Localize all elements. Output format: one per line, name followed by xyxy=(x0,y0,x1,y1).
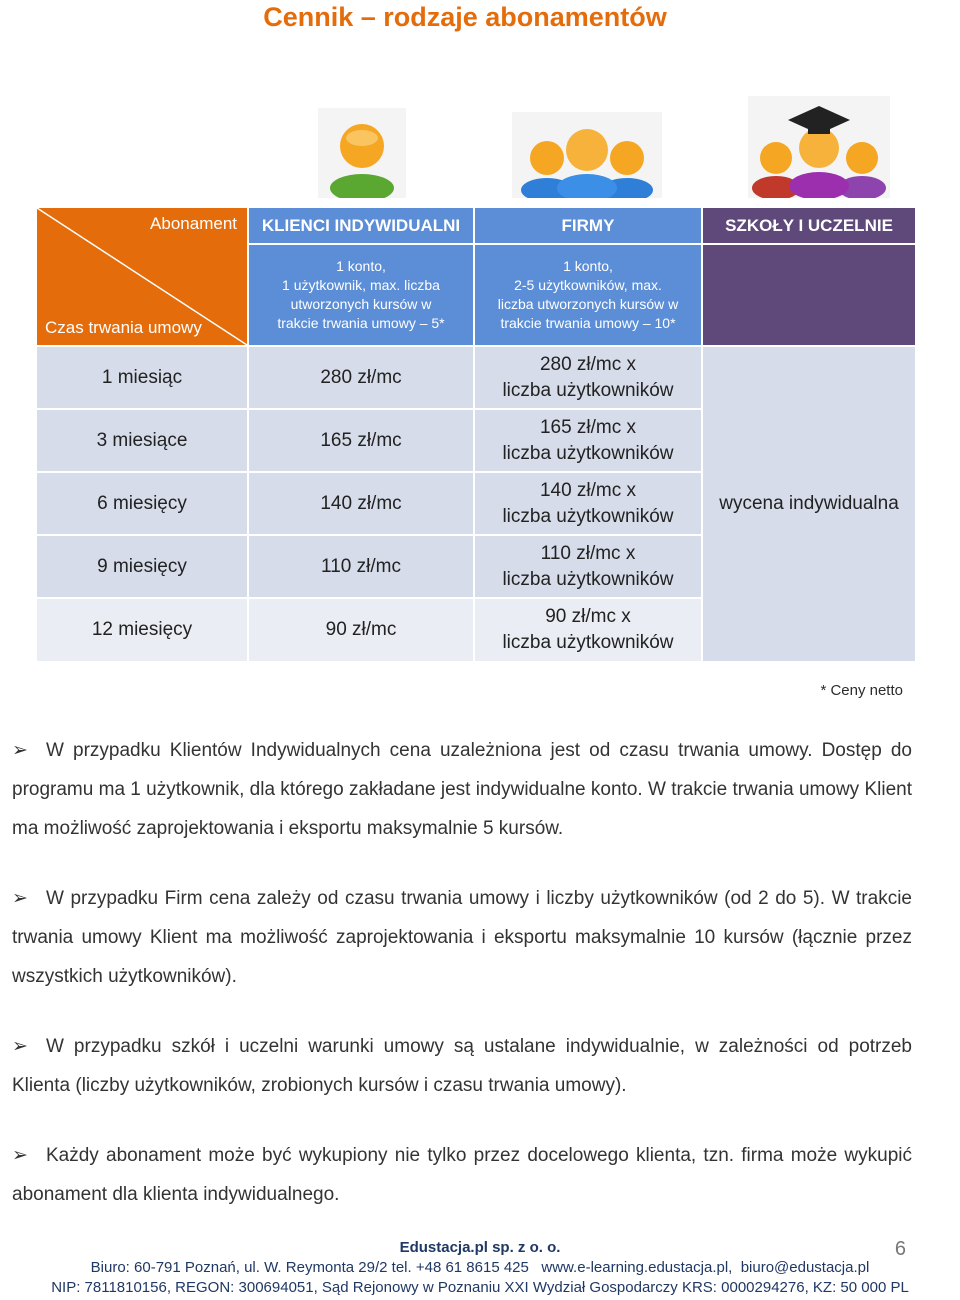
price-firmy: 280 zł/mc x liczba użytkowników xyxy=(475,347,701,408)
footer-address: Biuro: 60-791 Poznań, ul. W. Reymonta 29/2 tel. +48 61 8615 425 xyxy=(90,1259,529,1276)
person-green-icon xyxy=(318,108,406,198)
footer-legal: NIP: 7811810156, REGON: 300694051, Sąd Rejonowy w Poznaniu XXI Wydział Gospodarczy KRS: 0000294276, KZ: 50 000 PL xyxy=(51,1279,909,1296)
arrow-bullet-icon: ➢ xyxy=(12,740,28,761)
corner-top-label: Abonament xyxy=(150,214,237,233)
footer-address-line: Biuro: 60-791 Poznań, ul. W. Reymonta 29/2 tel. +48 61 8615 425 www.e-learning.edustacja.pl, biuro@edustacja.pl xyxy=(90,1259,870,1276)
footer-email-link[interactable]: biuro@edustacja.pl xyxy=(740,1259,870,1276)
graduates-purple-icon xyxy=(748,96,890,198)
price-indywidualni: 280 zł/mc xyxy=(249,347,473,408)
header-indywidualni: KLIENCI INDYWIDUALNI xyxy=(249,208,473,243)
sub-indywidualni: 1 konto, 1 użytkownik, max. liczba utworzonych kursów w trakcie trwania umowy – 5* xyxy=(249,245,473,345)
page-title: Cennik – rodzaje abonamentów xyxy=(263,2,667,32)
corner-bottom-label: Czas trwania umowy xyxy=(45,318,202,337)
price-firmy: 110 zł/mc x liczba użytkowników xyxy=(475,536,701,597)
price-indywidualni: 110 zł/mc xyxy=(249,536,473,597)
arrow-bullet-icon: ➢ xyxy=(12,888,28,909)
arrow-bullet-icon: ➢ xyxy=(12,1145,28,1166)
price-firmy: 90 zł/mc x liczba użytkowników xyxy=(475,599,701,661)
people-blue-icon xyxy=(512,112,662,198)
period-cell: 1 miesiąc xyxy=(37,347,247,408)
period-cell: 3 miesiące xyxy=(37,410,247,471)
header-firmy: FIRMY xyxy=(475,208,701,243)
price-firmy: 140 zł/mc x liczba użytkowników xyxy=(475,473,701,534)
price-indywidualni: 140 zł/mc xyxy=(249,473,473,534)
price-firmy: 165 zł/mc x liczba użytkowników xyxy=(475,410,701,471)
bullet-paragraph: ➢ W przypadku szkół i uczelni warunki umowy są ustalane indywidualnie, w zależności od potrzeb Klienta (liczby użytkowników, zrobionych kursów i czasu trwania umowy). xyxy=(12,1027,912,1105)
sub-firmy: 1 konto, 2-5 użytkowników, max. liczba utworzonych kursów w trakcie trwania umowy – 10* xyxy=(475,245,701,345)
szkoly-value: wycena indywidualna xyxy=(703,347,915,661)
footnote: * Ceny netto xyxy=(820,682,903,699)
period-cell: 6 miesięcy xyxy=(37,473,247,534)
bullet-paragraph: ➢ W przypadku Klientów Indywidualnych cena uzależniona jest od czasu trwania umowy. Dostęp do programu ma 1 użytkownik, dla którego zakładane jest indywidualne konto. W trakcie trwania umowy Klient ma możliwość zaprojektowania i eksportu maksymalnie 5 kursów. xyxy=(12,731,912,848)
period-cell: 9 miesięcy xyxy=(37,536,247,597)
arrow-bullet-icon: ➢ xyxy=(12,1036,28,1057)
header-szkoly: SZKOŁY I UCZELNIE xyxy=(703,208,915,243)
footer-website-link[interactable]: www.e-learning.edustacja.pl xyxy=(541,1259,729,1276)
bullet-paragraph: ➢ W przypadku Firm cena zależy od czasu trwania umowy i liczby użytkowników (od 2 do 5). W trakcie trwania umowy Klient ma możliwość zaprojektowania i eksportu maksymalnie 10 kursów (łącznie przez wszystkich użytkowników). xyxy=(12,879,912,996)
page-number: 6 xyxy=(894,1238,906,1260)
footer-company: Edustacja.pl sp. z o. o. xyxy=(399,1239,561,1256)
price-indywidualni: 165 zł/mc xyxy=(249,410,473,471)
bullet-paragraph: ➢ Każdy abonament może być wykupiony nie tylko przez docelowego klienta, tzn. firma może wykupić abonament dla klienta indywidualnego. xyxy=(12,1136,912,1214)
price-indywidualni: 90 zł/mc xyxy=(249,599,473,661)
sub-szkoly xyxy=(703,245,915,345)
period-cell: 12 miesięcy xyxy=(37,599,247,661)
